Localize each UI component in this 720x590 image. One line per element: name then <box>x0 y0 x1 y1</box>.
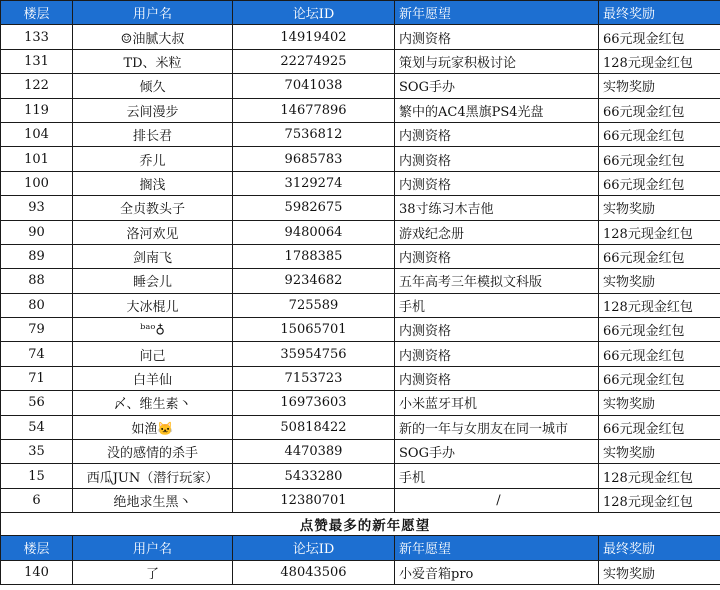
cell-wish: 新的一年与女朋友在同一城市 <box>395 415 599 439</box>
cell-username: 绝地求生黑丶 <box>73 488 233 512</box>
cell-floor: 71 <box>1 366 73 390</box>
cell-forum-id: 725589 <box>233 293 395 317</box>
cell-reward: 128元现金红包 <box>599 464 720 488</box>
cell-reward: 128元现金红包 <box>599 49 720 73</box>
cell-wish: 小爱音箱pro <box>395 560 599 584</box>
header-reward: 最终奖励 <box>599 536 720 560</box>
cell-reward: 66元现金红包 <box>599 366 720 390</box>
cell-floor: 119 <box>1 98 73 122</box>
cell-floor: 35 <box>1 440 73 464</box>
table-row <box>1 196 720 220</box>
table-row <box>1 269 720 293</box>
cell-wish: 38寸练习木吉他 <box>395 196 599 220</box>
cell-floor: 15 <box>1 464 73 488</box>
cell-username: 问己 <box>73 342 233 366</box>
table-row <box>1 318 720 342</box>
cell-floor: 131 <box>1 49 73 73</box>
cell-floor: 88 <box>1 269 73 293</box>
cell-reward: 66元现金红包 <box>599 415 720 439</box>
cell-forum-id: 16973603 <box>233 391 395 415</box>
cell-username: ᵇᵃᵒ♁ <box>73 318 233 342</box>
top-wish-row <box>1 560 720 584</box>
cell-floor: 74 <box>1 342 73 366</box>
cell-floor: 6 <box>1 488 73 512</box>
table-row <box>1 440 720 464</box>
cell-forum-id: 50818422 <box>233 415 395 439</box>
cell-reward: 实物奖励 <box>599 196 720 220</box>
cell-wish: 内测资格 <box>395 244 599 268</box>
cell-username: 西瓜JUN（潜行玩家） <box>73 464 233 488</box>
table-row <box>1 98 720 122</box>
cell-username: 白羊仙 <box>73 366 233 390</box>
cell-forum-id: 3129274 <box>233 171 395 195</box>
cell-wish: 内测资格 <box>395 147 599 171</box>
cell-username: 乔儿 <box>73 147 233 171</box>
cell-reward: 66元现金红包 <box>599 318 720 342</box>
table-row <box>1 293 720 317</box>
cell-forum-id: 5982675 <box>233 196 395 220</box>
header-floor: 楼层 <box>1 536 73 560</box>
cell-username: 如渔🐱 <box>73 415 233 439</box>
table-row <box>1 122 720 146</box>
cell-username: 搁浅 <box>73 171 233 195</box>
cell-floor: 89 <box>1 244 73 268</box>
table-row <box>1 342 720 366</box>
cell-floor: 80 <box>1 293 73 317</box>
cell-forum-id: 14677896 <box>233 98 395 122</box>
cell-username: 洛河欢见 <box>73 220 233 244</box>
cell-wish: 手机 <box>395 293 599 317</box>
cell-reward: 66元现金红包 <box>599 342 720 366</box>
cell-floor: 140 <box>1 560 73 584</box>
header-wish: 新年愿望 <box>395 1 599 25</box>
cell-username: ☺油腻大叔 <box>73 25 233 49</box>
cell-forum-id: 5433280 <box>233 464 395 488</box>
cell-floor: 122 <box>1 74 73 98</box>
cell-floor: 79 <box>1 318 73 342</box>
header-forum-id: 论坛ID <box>233 1 395 25</box>
cell-wish: 内测资格 <box>395 366 599 390</box>
cell-reward: 66元现金红包 <box>599 122 720 146</box>
cell-wish: / <box>395 488 599 512</box>
cell-wish: 内测资格 <box>395 342 599 366</box>
cell-username: 大冰棍儿 <box>73 293 233 317</box>
cell-username: 没的感情的杀手 <box>73 440 233 464</box>
cell-forum-id: 7041038 <box>233 74 395 98</box>
header-reward: 最终奖励 <box>599 1 720 25</box>
cell-username: 剑南飞 <box>73 244 233 268</box>
cell-reward: 66元现金红包 <box>599 98 720 122</box>
cell-floor: 100 <box>1 171 73 195</box>
cell-forum-id: 4470389 <box>233 440 395 464</box>
cell-forum-id: 7536812 <box>233 122 395 146</box>
table-row <box>1 244 720 268</box>
cell-username: 云间漫步 <box>73 98 233 122</box>
cell-wish: SOG手办 <box>395 440 599 464</box>
cell-username: 倾久 <box>73 74 233 98</box>
cell-username: 排长君 <box>73 122 233 146</box>
cell-reward: 128元现金红包 <box>599 488 720 512</box>
table-row <box>1 171 720 195</box>
cell-username: TD、米粒 <box>73 49 233 73</box>
section-title: 点赞最多的新年愿望 <box>1 513 720 536</box>
header-wish: 新年愿望 <box>395 536 599 560</box>
cell-username: 〆、维生素丶 <box>73 391 233 415</box>
cell-wish: 繁中的AC4黑旗PS4光盘 <box>395 98 599 122</box>
header-floor: 楼层 <box>1 1 73 25</box>
cell-reward: 66元现金红包 <box>599 171 720 195</box>
cell-wish: 内测资格 <box>395 171 599 195</box>
header-row <box>1 1 720 25</box>
cell-forum-id: 9480064 <box>233 220 395 244</box>
table-row <box>1 391 720 415</box>
cell-forum-id: 14919402 <box>233 25 395 49</box>
cell-wish: 手机 <box>395 464 599 488</box>
header-username: 用户名 <box>73 536 233 560</box>
header-forum-id: 论坛ID <box>233 536 395 560</box>
header-username: 用户名 <box>73 1 233 25</box>
cell-reward: 实物奖励 <box>599 440 720 464</box>
section-title-row <box>1 513 720 536</box>
cell-forum-id: 1788385 <box>233 244 395 268</box>
cell-forum-id: 9234682 <box>233 269 395 293</box>
cell-reward: 128元现金红包 <box>599 293 720 317</box>
table-row <box>1 220 720 244</box>
cell-floor: 90 <box>1 220 73 244</box>
cell-wish: 内测资格 <box>395 122 599 146</box>
cell-reward: 实物奖励 <box>599 391 720 415</box>
cell-floor: 93 <box>1 196 73 220</box>
table-row <box>1 147 720 171</box>
cell-username: 全贞教头子 <box>73 196 233 220</box>
cell-floor: 54 <box>1 415 73 439</box>
cell-wish: 内测资格 <box>395 318 599 342</box>
cell-reward: 66元现金红包 <box>599 147 720 171</box>
cell-reward: 实物奖励 <box>599 269 720 293</box>
cell-reward: 实物奖励 <box>599 74 720 98</box>
table-row <box>1 25 720 49</box>
cell-wish: 小米蓝牙耳机 <box>395 391 599 415</box>
cell-floor: 104 <box>1 122 73 146</box>
cell-floor: 56 <box>1 391 73 415</box>
cell-reward: 66元现金红包 <box>599 25 720 49</box>
cell-reward: 128元现金红包 <box>599 220 720 244</box>
cell-username: 了 <box>73 560 233 584</box>
cell-forum-id: 15065701 <box>233 318 395 342</box>
cell-reward: 66元现金红包 <box>599 244 720 268</box>
cell-reward: 实物奖励 <box>599 560 720 584</box>
cell-floor: 133 <box>1 25 73 49</box>
cell-wish: 内测资格 <box>395 25 599 49</box>
table-row <box>1 464 720 488</box>
table-row <box>1 74 720 98</box>
table-row <box>1 415 720 439</box>
table-row <box>1 488 720 512</box>
cell-wish: 五年高考三年模拟文科版 <box>395 269 599 293</box>
cell-forum-id: 22274925 <box>233 49 395 73</box>
header-row-2 <box>1 536 720 560</box>
cell-forum-id: 12380701 <box>233 488 395 512</box>
cell-username: 睡会儿 <box>73 269 233 293</box>
cell-forum-id: 35954756 <box>233 342 395 366</box>
table-body <box>1 25 720 513</box>
cell-floor: 101 <box>1 147 73 171</box>
cell-forum-id: 9685783 <box>233 147 395 171</box>
table-row <box>1 366 720 390</box>
cell-wish: 策划与玩家积极讨论 <box>395 49 599 73</box>
table-row <box>1 49 720 73</box>
cell-forum-id: 7153723 <box>233 366 395 390</box>
cell-wish: SOG手办 <box>395 74 599 98</box>
cell-wish: 游戏纪念册 <box>395 220 599 244</box>
cell-forum-id: 48043506 <box>233 560 395 584</box>
